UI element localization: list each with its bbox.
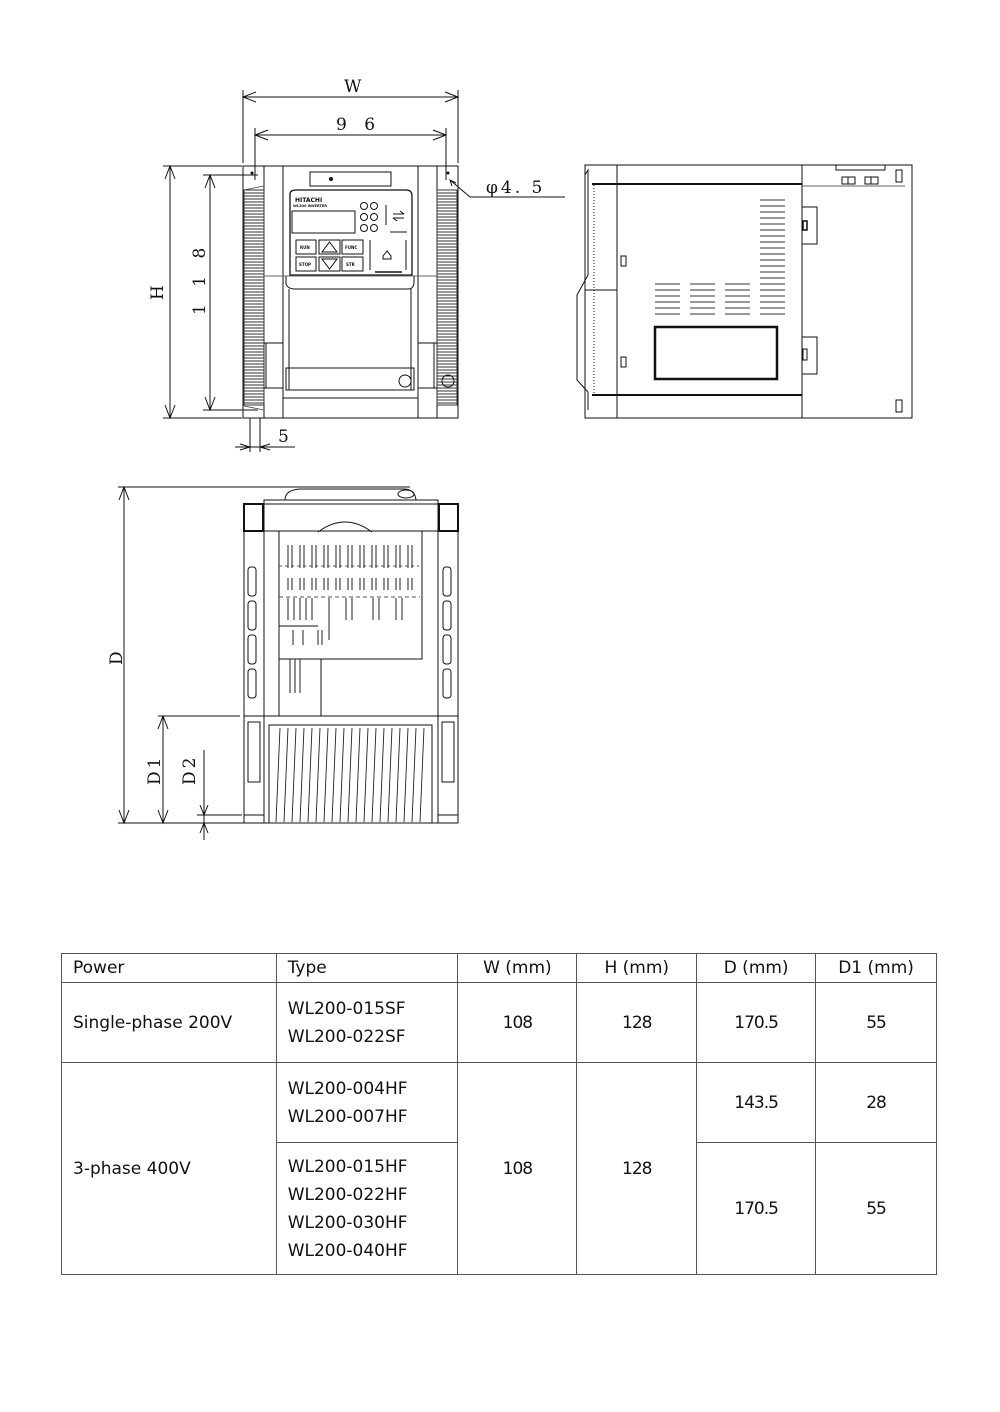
cell-types — [276, 1143, 458, 1275]
cell-w: 108 — [458, 1063, 577, 1275]
type-model: WL200-004HF — [287, 1078, 408, 1099]
dim-h-label: H — [148, 279, 168, 300]
type-model: WL200-015HF — [287, 1156, 408, 1177]
keypad-model: WL200 INVERTER — [293, 204, 327, 208]
cell-d1: 55 — [816, 1143, 937, 1275]
type-model: WL200-022SF — [287, 1026, 406, 1047]
table-row — [62, 983, 937, 1063]
dim-d2-label: D2 — [180, 754, 200, 785]
table-row — [62, 1063, 937, 1143]
keypad — [290, 190, 412, 275]
cell-d1: 55 — [816, 983, 937, 1063]
header-d1: D1 (mm) — [816, 954, 937, 983]
dim-96-value: 9 6 — [336, 115, 382, 135]
cell-power: Single-phase 200V — [62, 983, 277, 1063]
side-view — [577, 165, 912, 418]
bottom-view — [107, 487, 458, 840]
cell-types — [276, 983, 458, 1063]
dimensions-table — [61, 953, 937, 1275]
dim-d-label: D — [107, 645, 127, 665]
table-header-row — [62, 954, 937, 983]
cell-types — [276, 1063, 458, 1143]
cell-h: 128 — [577, 1063, 697, 1275]
type-model: WL200-007HF — [287, 1106, 408, 1127]
dim-118-value: 1 1 8 — [190, 241, 210, 315]
dim-d1-label: D1 — [145, 754, 165, 785]
header-d: D (mm) — [697, 954, 816, 983]
front-view — [148, 77, 565, 452]
type-model: WL200-040HF — [287, 1240, 408, 1261]
dim-5-value: 5 — [278, 427, 295, 447]
cell-power: 3-phase 400V — [62, 1063, 277, 1275]
dim-hole-diameter: φ4. 5 — [486, 178, 546, 198]
keypad-brand: HITACHI — [295, 197, 323, 204]
key-str: STR — [346, 262, 355, 267]
key-stop: STOP — [299, 262, 311, 267]
header-type: Type — [276, 954, 458, 983]
header-h: H (mm) — [577, 954, 697, 983]
type-model: WL200-022HF — [287, 1184, 408, 1205]
cell-d1: 28 — [816, 1063, 937, 1143]
dim-w-label: W — [344, 77, 368, 97]
type-model: WL200-030HF — [287, 1212, 408, 1233]
cell-d: 170.5 — [697, 1143, 816, 1275]
header-w: W (mm) — [458, 954, 577, 983]
key-run: RUN — [300, 245, 310, 250]
key-func: FUNC — [345, 245, 358, 250]
type-model: WL200-015SF — [287, 998, 406, 1019]
header-power: Power — [62, 954, 277, 983]
cell-h: 128 — [577, 983, 697, 1063]
cell-w: 108 — [458, 983, 577, 1063]
cell-d: 143.5 — [697, 1063, 816, 1143]
cell-d: 170.5 — [697, 983, 816, 1063]
